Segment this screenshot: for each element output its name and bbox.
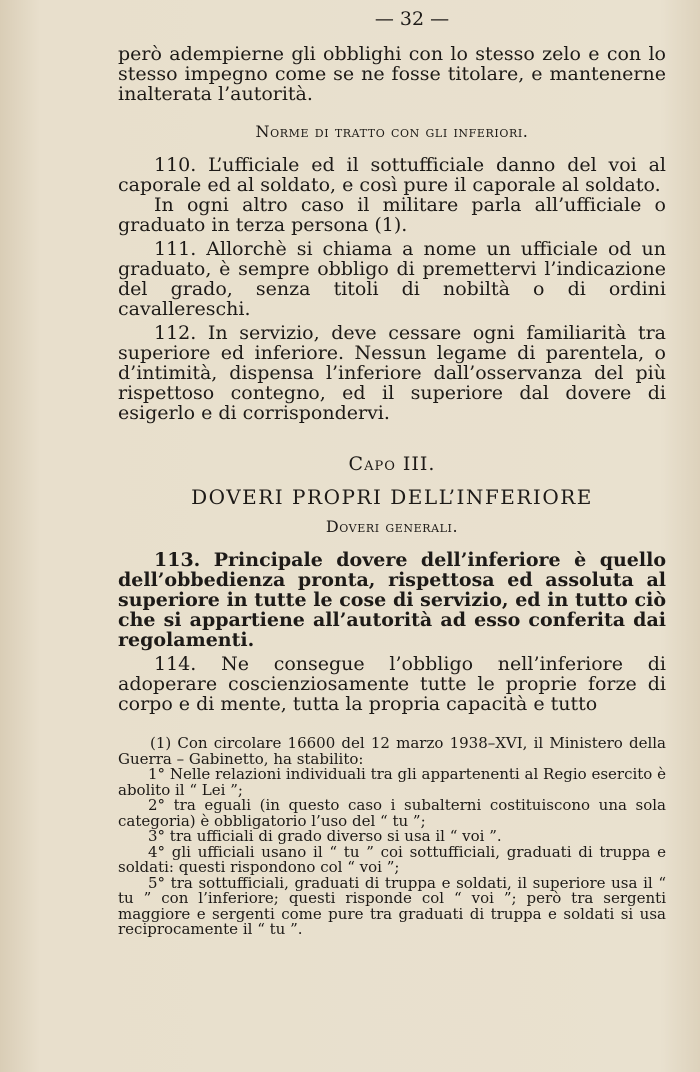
paragraph-114: 114. Ne consegue l’obbligo nell’inferiore di adoperare coscienziosamente tutte le proprie forze di corpo e di mente, tutta la propria capacità e tutto [118,653,666,715]
footnote-item-1: 1° Nelle relazioni individuali tra gli appartenenti al Regio esercito è abolito il “ Lei ”; [118,765,666,799]
section-heading-doveri: Doveri generali. [325,517,459,536]
intro-paragraph: però adempierne gli obblighi con lo stesso zelo e con lo stesso impegno come se ne fosse titolare, e mantenerne inalterata l’autorità. [118,43,666,105]
chapter-title: DOVERI PROPRI DELL’INFERIORE [191,485,593,509]
paragraph-110-continued: In ogni altro caso il militare parla all’ufficiale o graduato in terza persona (1). [118,194,666,236]
footnote-item-4: 4° gli ufficiali usano il “ tu ” coi sottufficiali, graduati di truppa e soldati: questi rispondono col “ voi ”; [118,842,666,876]
footnote-1: (1) Con circolare 16600 del 12 marzo 1938–XVI, il Ministero della Guerra – Gabinetto, ha stabilito: [118,734,666,768]
footnote-item-5: 5° tra sottufficiali, graduati di truppa e soldati, il superiore usa il “ tu ” con l’inferiore; questi risponde col “ voi ”; però tra sergenti maggiore e sergenti come pure tra graduati di truppa e soldati si usa reciprocamente il “ tu ”. [118,873,666,938]
paragraph-113: 113. Principale dovere dell’inferiore è quello dell’obbedienza pronta, rispettosa ed assoluta al superiore in tutte le cose di servizio, ed in tutto ciò che si appartiene all’autorità ad esso conferita dai regolamenti. [118,549,666,651]
chapter-number: Capo III. [348,453,436,475]
page-number: — 32 — [374,8,450,30]
footnote-item-3: 3° tra ufficiali di grado diverso si usa il “ voi ”. [148,827,502,845]
paragraph-112: 112. In servizio, deve cessare ogni familiarità tra superiore ed inferiore. Nessun legame di parentela, o d’intimità, dispensa l’inferiore dall’osservanza del più rispettoso contegno, ed il superiore dal dovere di esigerlo e di corrispondervi. [118,322,666,424]
footnotes [118,736,666,938]
paragraph-110: 110. L’ufficiale ed il sottufficiale danno del voi al caporale ed al soldato, e così pure il caporale al soldato. [118,154,666,196]
footnote-item-2: 2° tra eguali (in questo caso i subalterni costituiscono una sola categoria) è obbligatorio l’uso del “ tu ”; [118,796,666,830]
paragraph-111: 111. Allorchè si chiama a nome un ufficiale od un graduato, è sempre obbligo di premettervi l’indicazione del grado, senza titoli di nobiltà o di ordini cavallereschi. [118,238,666,320]
section-heading-norme: Norme di tratto con gli inferiori. [255,122,529,141]
